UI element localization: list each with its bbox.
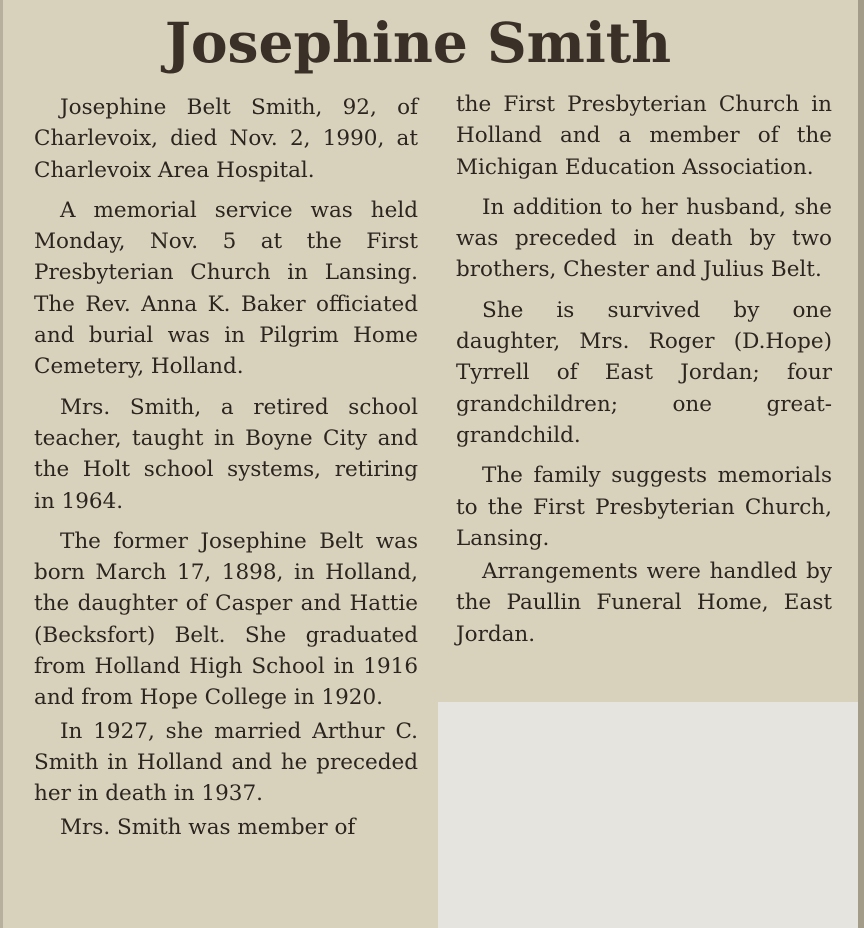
paragraph-membership-start: Mrs. Smith was member of [60, 814, 356, 840]
paragraph-memorials: The family suggests memorials to the First Presbyterian Church, Lansing. [456, 463, 832, 551]
paragraph-memorial-service: A memorial service was held Monday, Nov. 5 at the First Presbyterian Church in Lansing. The Rev. Anna K. Baker officiated and burial was in Pilgrim Home Cemetery, Holland. [34, 197, 418, 380]
clipping-left-edge [0, 0, 3, 928]
paragraph-birth-education: The former Josephine Belt was born March 17, 1898, in Holland, the daughter of Casper and Hattie (Becksfort) Belt. She graduated from Holland High School in 1916 and from Hope College in 1920. [34, 528, 418, 711]
clipping-right-edge [858, 0, 864, 928]
paragraph-membership-continued: the First Presbyterian Church in Holland and a member of the Michigan Education Association. [456, 92, 832, 180]
right-column [456, 89, 832, 659]
paragraph-career: Mrs. Smith, a retired school teacher, taught in Boyne City and the Holt school systems, retiring in 1964. [34, 394, 418, 514]
paragraph-arrangements: Arrangements were handled by the Paullin Funeral Home, East Jordan. [456, 559, 832, 647]
paragraph-marriage: In 1927, she married Arthur C. Smith in Holland and he preceded her in death in 1937. [34, 718, 418, 807]
blank-paper-patch [438, 702, 864, 928]
paragraph-preceded-in-death: In addition to her husband, she was preceded in death by two brothers, Chester and Julius Belt. [456, 194, 832, 283]
paragraph-survivors: She is survived by one daughter, Mrs. Roger (D.Hope) Tyrrell of East Jordan; four grandchildren; one great-grandchild. [456, 297, 832, 448]
obituary-headline: Josephine Smith [164, 10, 672, 75]
paragraph-death-notice: Josephine Belt Smith, 92, of Charlevoix, died Nov. 2, 1990, at Charlevoix Area Hospital. [34, 95, 418, 183]
left-column [34, 92, 418, 852]
